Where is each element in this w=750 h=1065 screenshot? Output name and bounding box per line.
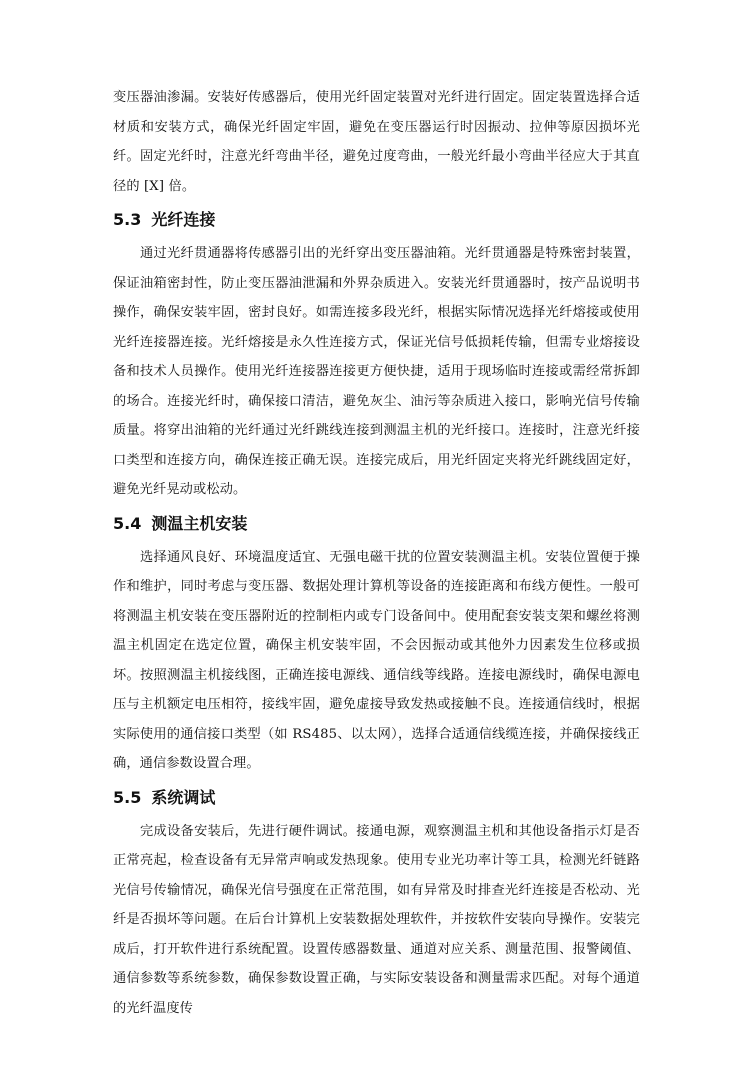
paragraph-system-debugging: 完成设备安装后，先进行硬件调试。接通电源，观察测温主机和其他设备指示灯是否正常亮起，检查设备有无异常声响或发热现象。使用专业光功率计等工具，检测光纤链路光信号传输情况，确保光信号强度在正常范围，如有异常及时排查光纤连接是否松动、光纤是否损坏等问题。在后台计算机上安装数据处理软件，并按软件安装向导操作。安装完成后，打开软件进行系统配置。设置传感器数量、通道对应关系、测量范围、报警阈值、通信参数等系统参数，确保参数设置正确，与实际安装设备和测量需求匹配。对每个通道的光纤温度传 [113, 823, 640, 1016]
section-number: 5.5 [113, 787, 142, 807]
section-number: 5.4 [113, 513, 142, 533]
paragraph-host-installation: 选择通风良好、环境温度适宜、无强电磁干扰的位置安装测温主机。安装位置便于操作和维护，同时考虑与变压器、数据处理计算机等设备的连接距离和布线方便性。一般可将测温主机安装在变压器附近的控制柜内或专门设备间中。使用配套安装支架和螺丝将测温主机固定在选定位置，确保主机安装牢固，不会因振动或其他外力因素发生位移或损坏。按照测温主机接线图，正确连接电源线、通信线等线路。连接电源线时，确保电源电压与主机额定电压相符，接线牢固，避免虚接导致发热或接触不良。连接通信线时，根据实际使用的通信接口类型（如 RS485、以太网），选择合适通信线缆连接，并确保接线正确，通信参数设置合理。 [113, 549, 640, 771]
document-page [113, 83, 640, 1023]
paragraph-continued: 变压器油渗漏。安装好传感器后，使用光纤固定装置对光纤进行固定。固定装置选择合适材质和安装方式，确保光纤固定牢固，避免在变压器运行时因振动、拉伸等原因损坏光纤。固定光纤时，注意光纤弯曲半径，避免过度弯曲，一般光纤最小弯曲半径应大于其直径的 [X] 倍。 [113, 90, 640, 194]
section-title: 光纤连接 [151, 210, 216, 229]
section-title: 测温主机安装 [151, 513, 248, 533]
section-heading-5-5 [113, 779, 640, 817]
paragraph-fiber-connection: 通过光纤贯通器将传感器引出的光纤穿出变压器油箱。光纤贯通器是特殊密封装置，保证油箱密封性，防止变压器油泄漏和外界杂质进入。安装光纤贯通器时，按产品说明书操作，确保安装牢固，密封良好。如需连接多段光纤，根据实际情况选择光纤熔接或使用光纤连接器连接。光纤熔接是永久性连接方式，保证光信号低损耗传输，但需专业熔接设备和技术人员操作。使用光纤连接器连接更方便快捷，适用于现场临时连接或需经常拆卸的场合。连接光纤时，确保接口清洁，避免灰尘、油污等杂质进入接口，影响光信号传输质量。将穿出油箱的光纤通过光纤跳线连接到测温主机的光纤接口。连接时，注意光纤接口类型和连接方向，确保连接正确无误。连接完成后，用光纤固定夹将光纤跳线固定好，避免光纤晃动或松动。 [113, 246, 640, 497]
section-heading-5-4 [113, 505, 640, 543]
section-heading-5-3 [113, 201, 640, 239]
section-title: 系统调试 [151, 787, 216, 807]
section-number: 5.3 [113, 210, 142, 229]
